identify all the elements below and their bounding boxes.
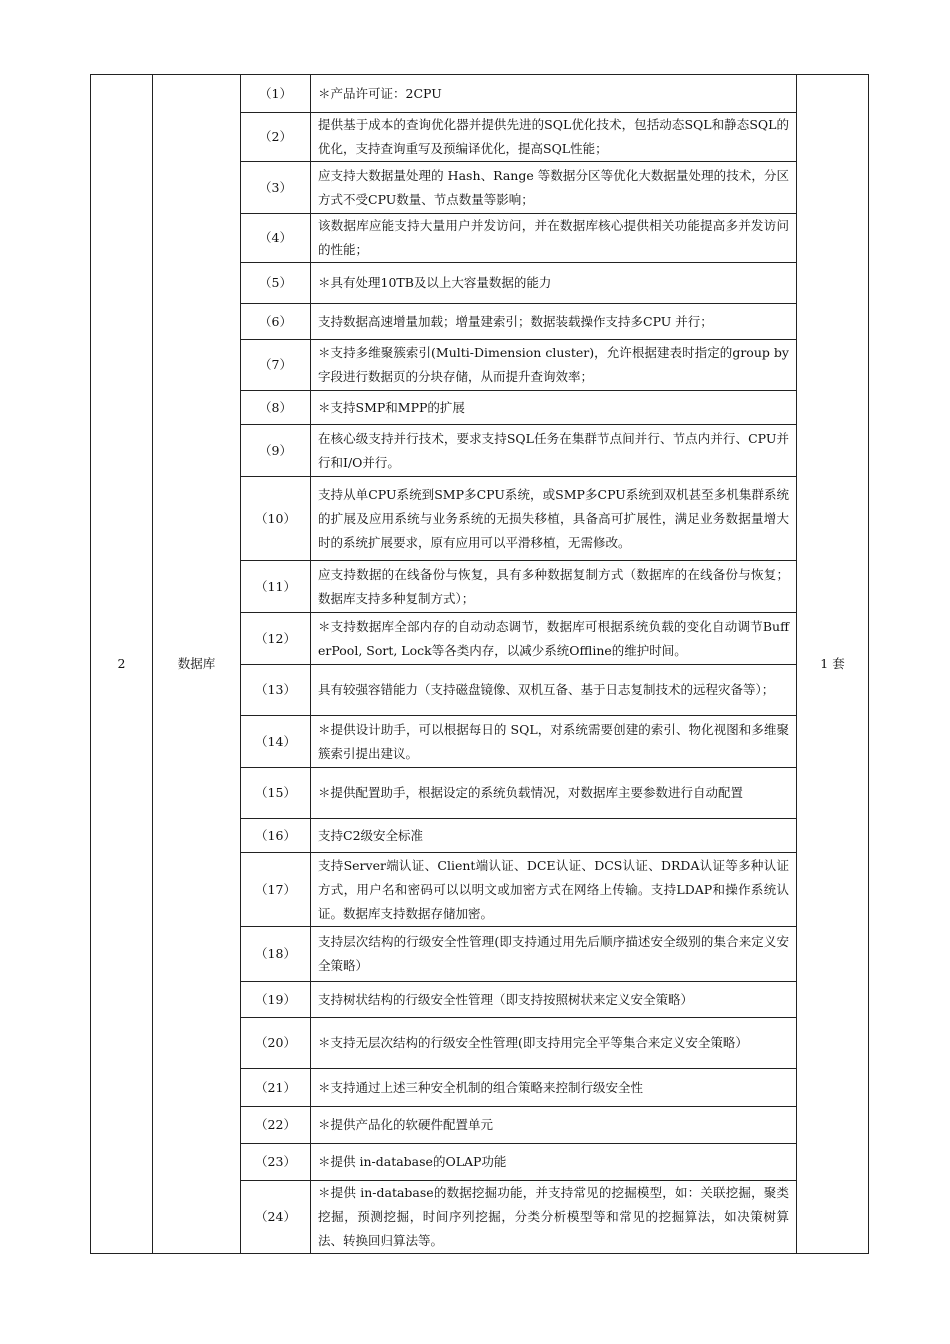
spec-text: ＊支持无层次结构的行级安全性管理(即支持用完全平等集合来定义安全策略） (311, 1018, 797, 1069)
spec-text: 提供基于成本的查询优化器并提供先进的SQL优化技术，包括动态SQL和静态SQL的优化，支持查询重写及预编译优化，提高SQL性能； (311, 113, 797, 162)
spec-index: （23） (241, 1144, 311, 1181)
spec-index: （18） (241, 927, 311, 982)
spec-index: （20） (241, 1018, 311, 1069)
spec-index: （9） (241, 425, 311, 477)
spec-text: 应支持数据的在线备份与恢复，具有多种数据复制方式（数据库的在线备份与恢复；数据库支持多种复制方式）； (311, 561, 797, 613)
spec-index: （10） (241, 477, 311, 561)
spec-text: ＊支持数据库全部内存的自动动态调节，数据库可根据系统负载的变化自动调节BufferPool, Sort, Lock等各类内存，以减少系统Offline的维护时间。 (311, 613, 797, 665)
spec-index: （14） (241, 716, 311, 768)
spec-index: （4） (241, 214, 311, 263)
spec-text: ＊提供 in-database的数据挖掘功能，并支持常见的挖掘模型，如：关联挖掘，聚类挖掘，预测挖掘，时间序列挖掘，分类分析模型等和常见的挖掘算法，如决策树算法、转换回归算法等。 (311, 1181, 797, 1254)
spec-text: 该数据库应能支持大量用户并发访问，并在数据库核心提供相关功能提高多并发访问的性能； (311, 214, 797, 263)
spec-text: 具有较强容错能力（支持磁盘镜像、双机互备、基于日志复制技术的远程灾备等）； (311, 665, 797, 716)
spec-index: （7） (241, 340, 311, 391)
spec-index: （15） (241, 768, 311, 819)
spec-text: 支持层次结构的行级安全性管理(即支持通过用先后顺序描述安全级别的集合来定义安全策略） (311, 927, 797, 982)
spec-index: （12） (241, 613, 311, 665)
spec-text: ＊提供配置助手，根据设定的系统负载情况，对数据库主要参数进行自动配置 (311, 768, 797, 819)
spec-text: ＊提供设计助手，可以根据每日的 SQL，对系统需要创建的索引、物化视图和多维聚簇索引提出建议。 (311, 716, 797, 768)
spec-text: 支持数据高速增量加载；增量建索引；数据装载操作支持多CPU 并行； (311, 304, 797, 340)
spec-index: （24） (241, 1181, 311, 1254)
spec-index: （17） (241, 853, 311, 927)
spec-table-body (91, 75, 869, 1254)
spec-index: （22） (241, 1107, 311, 1144)
spec-index: （13） (241, 665, 311, 716)
spec-index: （2） (241, 113, 311, 162)
spec-row (91, 75, 869, 113)
spec-text: 应支持大数据量处理的 Hash、Range 等数据分区等优化大数据量处理的技术，分区方式不受CPU数量、节点数量等影响； (311, 162, 797, 214)
spec-text: 支持树状结构的行级安全性管理（即支持按照树状来定义安全策略） (311, 982, 797, 1018)
spec-text: 支持Server端认证、Client端认证、DCE认证、DCS认证、DRDA认证等多种认证方式，用户名和密码可以以明文或加密方式在网络上传输。支持LDAP和操作系统认证。数据库支持数据存储加密。 (311, 853, 797, 927)
spec-index: （8） (241, 391, 311, 425)
spec-index: （3） (241, 162, 311, 214)
spec-text: ＊支持通过上述三种安全机制的组合策略来控制行级安全性 (311, 1069, 797, 1107)
spec-text: 支持C2级安全标准 (311, 819, 797, 853)
spec-index: （21） (241, 1069, 311, 1107)
spec-index: （11） (241, 561, 311, 613)
spec-text: ＊产品许可证：2CPU (311, 75, 797, 113)
quantity: 1 套 (797, 75, 869, 1254)
spec-text: 在核心级支持并行技术，要求支持SQL任务在集群节点间并行、节点内并行、CPU并行和I/O并行。 (311, 425, 797, 477)
spec-table (90, 74, 869, 1254)
spec-text: 支持从单CPU系统到SMP多CPU系统，或SMP多CPU系统到双机甚至多机集群系统的扩展及应用系统与业务系统的无损失移植，具备高可扩展性，满足业务数据量增大时的系统扩展要求，原有应用可以平滑移植，无需修改。 (311, 477, 797, 561)
spec-text: ＊支持多维聚簇索引(Multi-Dimension cluster)，允许根据建表时指定的group by字段进行数据页的分块存储，从而提升查询效率； (311, 340, 797, 391)
spec-text: ＊提供 in-database的OLAP功能 (311, 1144, 797, 1181)
spec-index: （5） (241, 263, 311, 304)
item-name: 数据库 (153, 75, 241, 1254)
row-number: 2 (91, 75, 153, 1254)
spec-index: （1） (241, 75, 311, 113)
spec-text: ＊支持SMP和MPP的扩展 (311, 391, 797, 425)
spec-text: ＊提供产品化的软硬件配置单元 (311, 1107, 797, 1144)
spec-index: （6） (241, 304, 311, 340)
spec-index: （16） (241, 819, 311, 853)
spec-text: ＊具有处理10TB及以上大容量数据的能力 (311, 263, 797, 304)
spec-index: （19） (241, 982, 311, 1018)
